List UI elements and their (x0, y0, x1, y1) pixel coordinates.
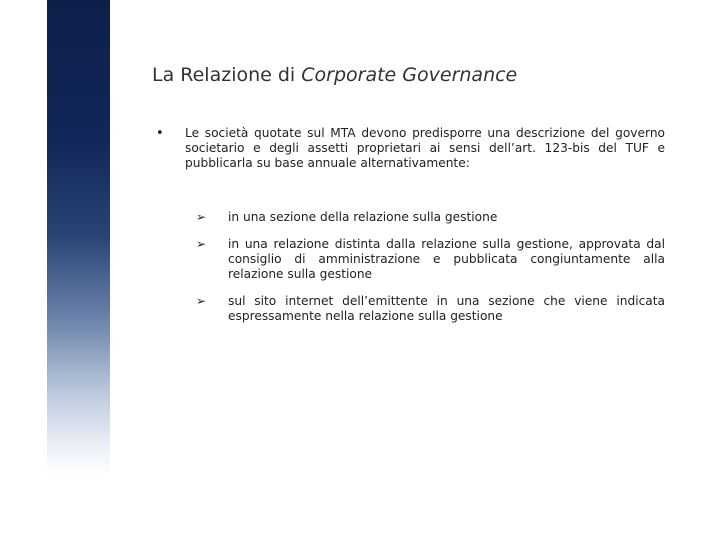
sub-bullet-text: in una sezione della relazione sulla gestione (228, 210, 498, 224)
arrow-bullet-icon: ➢ (196, 294, 207, 308)
sub-bullet-text: in una relazione distinta dalla relazione sulla gestione, approvata dal consiglio di amministrazione e pubblicata congiuntamente alla relazione sulla gestione (228, 237, 665, 281)
sub-bullet-list (196, 210, 665, 336)
slide-title (152, 64, 517, 86)
slide-title-plain: La Relazione di (152, 64, 302, 86)
arrow-bullet-icon: ➢ (196, 210, 207, 224)
sub-bullet-item (196, 210, 665, 225)
bullet-marker: • (156, 126, 164, 141)
slide-title-italic: Corporate Governance (301, 64, 518, 86)
sub-bullet-item (196, 237, 665, 282)
arrow-bullet-icon: ➢ (196, 237, 207, 251)
brand-logo-text: GIANNI, ORIGONI, GRIPPO & PARTNERS (117, 11, 132, 293)
sidebar-band (47, 0, 132, 475)
sub-bullet-text: sul sito internet dell’emittente in una sezione che viene indicata espressamente nella relazione sulla gestione (228, 294, 665, 323)
bullet-text: Le società quotate sul MTA devono predisporre una descrizione del governo societario e degli assetti proprietari ai sensi dell’art. 123-bis del TUF e pubblicarla su base annuale alternativamente: (185, 126, 665, 170)
sub-bullet-item (196, 294, 665, 324)
